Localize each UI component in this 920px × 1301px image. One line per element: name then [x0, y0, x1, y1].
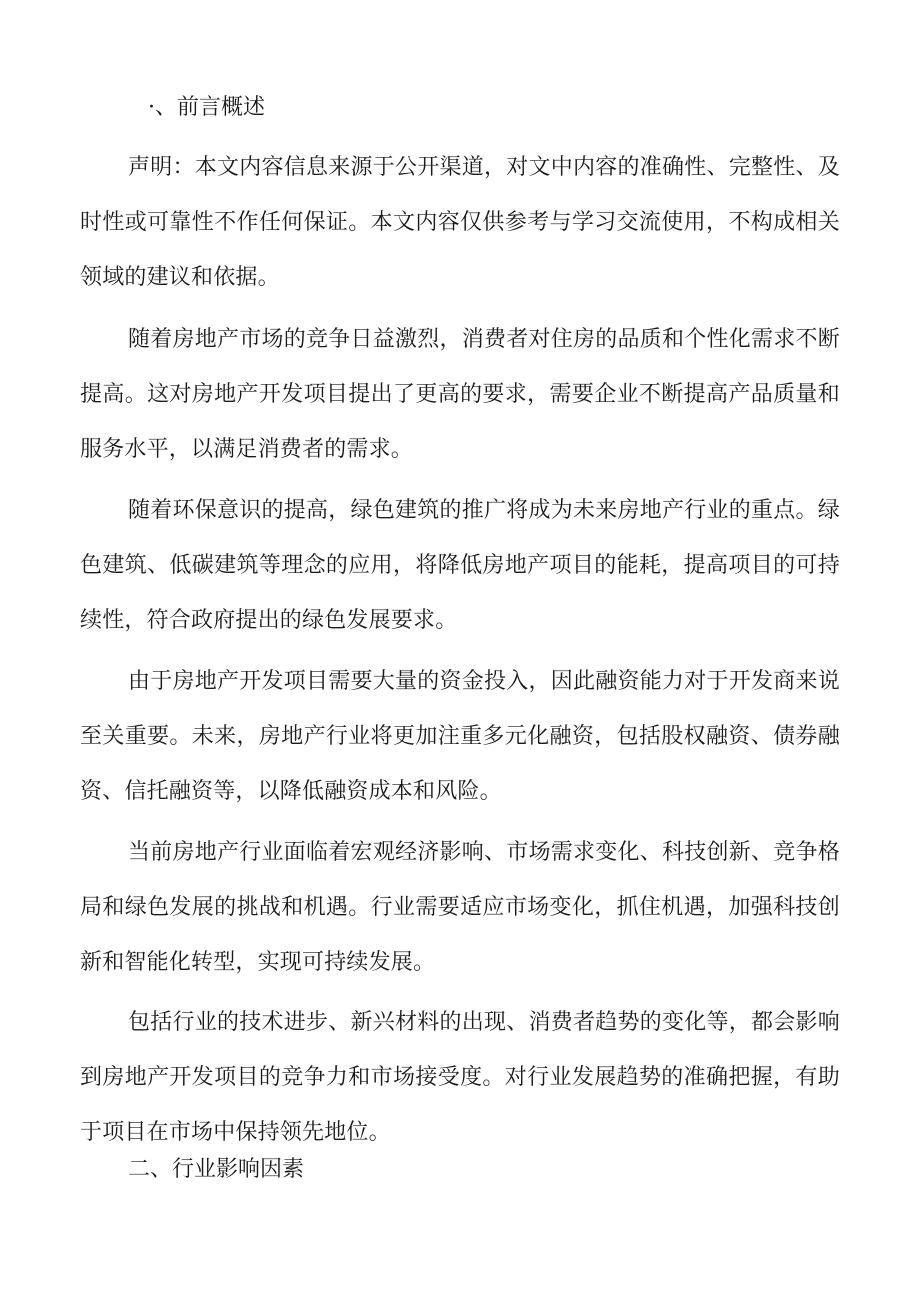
- paragraph-trends: 包括行业的技术进步、新兴材料的出现、消费者趋势的变化等，都会影响到房地产开发项目的竞争力和市场接受度。对行业发展趋势的准确把握，有助于项目在市场中保持领先地位。: [80, 1010, 840, 1145]
- paragraph-financing: 由于房地产开发项目需要大量的资金投入，因此融资能力对于开发商来说至关重要。未来，房地产行业将更加注重多元化融资，包括股权融资、债券融资、信托融资等，以降低融资成本和风险。: [80, 669, 840, 804]
- section-heading-factors: 二、行业影响因素: [128, 1157, 305, 1182]
- paragraph-competition: 随着房地产市场的竞争日益激烈，消费者对住房的品质和个性化需求不断提高。这对房地产开发项目提出了更高的要求，需要企业不断提高产品质量和服务水平，以满足消费者的需求。: [80, 327, 840, 462]
- section-heading-overview: ·、前言概述: [148, 95, 265, 120]
- paragraph-green-building: 随着环保意识的提高，绿色建筑的推广将成为未来房地产行业的重点。绿色建筑、低碳建筑等理念的应用，将降低房地产项目的能耗，提高项目的可持续性，符合政府提出的绿色发展要求。: [80, 498, 840, 633]
- paragraph-disclaimer: 声明：本文内容信息来源于公开渠道，对文中内容的准确性、完整性、及时性或可靠性不作任何保证。本文内容仅供参考与学习交流使用，不构成相关领域的建议和依据。: [80, 155, 840, 290]
- paragraph-challenges: 当前房地产行业面临着宏观经济影响、市场需求变化、科技创新、竞争格局和绿色发展的挑战和机遇。行业需要适应市场变化，抓住机遇，加强科技创新和智能化转型，实现可持续发展。: [80, 840, 840, 975]
